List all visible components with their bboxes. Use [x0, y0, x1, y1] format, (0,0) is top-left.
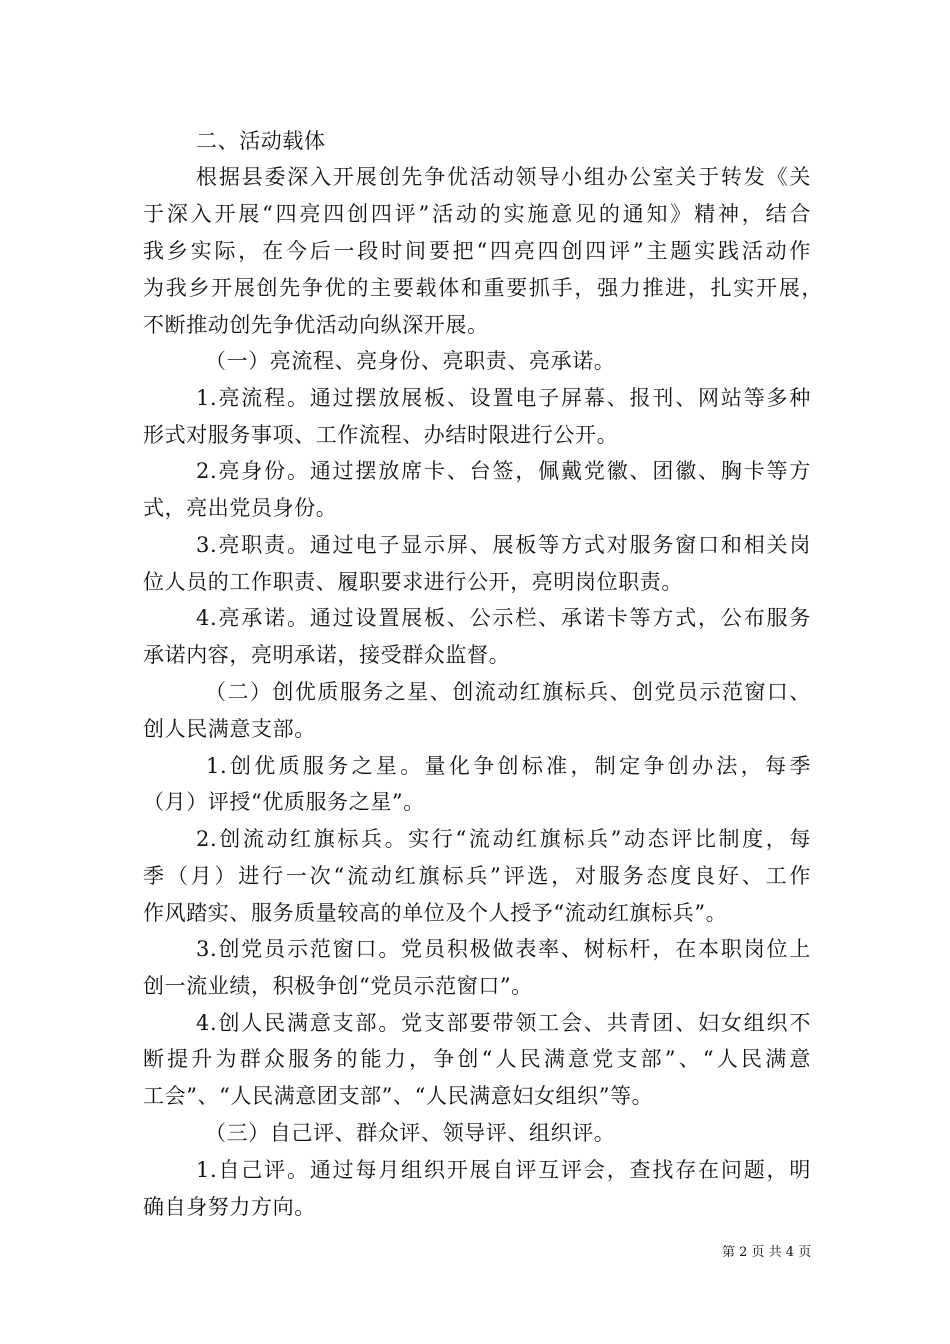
paragraph-line: 不断推动创先争优活动向纵深开展。 — [143, 313, 489, 337]
section-heading-activity-carrier: 二、活动载体 — [196, 129, 326, 153]
paragraph-line: 确自身努力方向。 — [143, 1195, 316, 1219]
subsection-heading-1: （一）亮流程、亮身份、亮职责、亮承诺。 — [205, 349, 616, 373]
paragraph-line: 1.亮流程。通过摆放展板、设置电子屏幕、报刊、网站等多种 — [196, 386, 811, 410]
paragraph-line: 4.创人民满意支部。党支部要带领工会、共青团、妇女组织不 — [196, 1011, 811, 1035]
paragraph-line: 断提升为群众服务的能力，争创“人民满意党支部”、“人民满意 — [143, 1047, 811, 1071]
subsection-heading-3: （三）自己评、群众评、领导评、组织评。 — [205, 1121, 616, 1145]
paragraph-line: 2.亮身份。通过摆放席卡、台签，佩戴党徽、团徽、胸卡等方 — [196, 459, 811, 483]
paragraph-line: 我乡实际，在今后一段时间要把“四亮四创四评”主题实践活动作 — [143, 239, 811, 263]
paragraph-line: 2.创流动红旗标兵。实行“流动红旗标兵”动态评比制度，每 — [196, 827, 811, 851]
paragraph-line: 作风踏实、服务质量较高的单位及个人授予“流动红旗标兵”。 — [143, 901, 728, 925]
paragraph-line: 位人员的工作职责、履职要求进行公开，亮明岗位职责。 — [143, 570, 683, 594]
paragraph-line: 式，亮出党员身份。 — [143, 496, 338, 520]
paragraph-line: 形式对服务事项、工作流程、办结时限进行公开。 — [143, 423, 619, 447]
paragraph-line: 为我乡开展创先争优的主要载体和重要抓手，强力推进，扎实开展， — [143, 276, 823, 300]
paragraph-line: 承诺内容，亮明承诺，接受群众监督。 — [143, 643, 511, 667]
paragraph-line: 工会”、“人民满意团支部”、“人民满意妇女组织”等。 — [143, 1084, 654, 1108]
paragraph-line: 3.亮职责。通过电子显示屏、展板等方式对服务窗口和相关岗 — [196, 533, 811, 557]
subsection-heading-2: （二）创优质服务之星、创流动红旗标兵、创党员示范窗口、 — [205, 680, 811, 704]
paragraph-line: 4.亮承诺。通过设置展板、公示栏、承诺卡等方式，公布服务 — [196, 606, 811, 630]
paragraph-line: 1.自己评。通过每月组织开展自评互评会，查找存在问题，明 — [196, 1158, 811, 1182]
page-number-footer: 第 2 页 共 4 页 — [722, 1245, 812, 1260]
paragraph-line: 创一流业绩，积极争创“党员示范窗口”。 — [143, 974, 533, 998]
paragraph-line: （月）评授“优质服务之星”。 — [143, 790, 425, 814]
paragraph-line: 3.创党员示范窗口。党员积极做表率、树标杆，在本职岗位上 — [196, 937, 811, 961]
paragraph-line: 1.创优质服务之星。量化争创标准，制定争创办法，每季 — [206, 754, 811, 778]
paragraph-line: 创人民满意支部。 — [143, 717, 316, 741]
paragraph-line: 季（月）进行一次“流动红旗标兵”评选，对服务态度良好、工作 — [143, 864, 811, 888]
paragraph-line: 根据县委深入开展创先争优活动领导小组办公室关于转发《关 — [196, 165, 811, 189]
paragraph-line: 于深入开展“四亮四创四评”活动的实施意见的通知》精神，结合 — [143, 202, 811, 226]
